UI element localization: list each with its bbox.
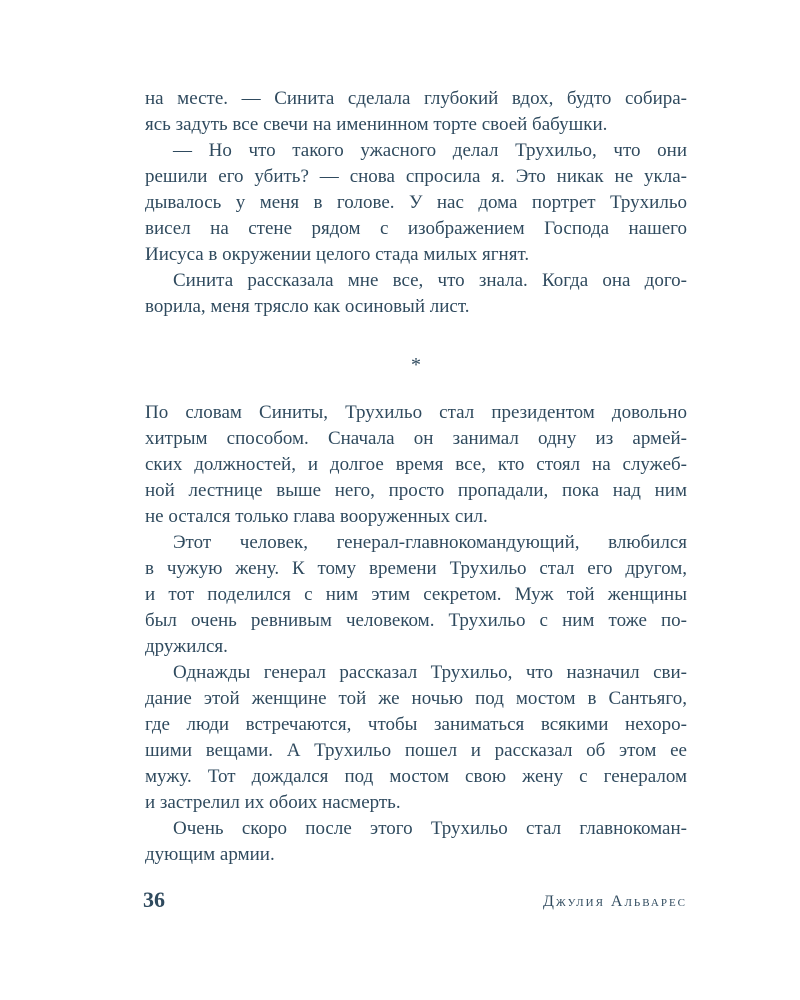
text-line: Иисуса в окружении целого стада милых ягнят. <box>145 244 530 265</box>
paragraph <box>145 816 687 868</box>
text-line: был очень ревнивым человеком. Трухильо с ним тоже по- <box>145 610 687 631</box>
text-line: где люди встречаются, чтобы заниматься всякими нехоро- <box>145 714 687 735</box>
paragraph <box>145 660 687 816</box>
text-block-1 <box>145 86 687 320</box>
paragraph <box>145 138 687 268</box>
page-number: 36 <box>143 887 165 912</box>
text-line: хитрым способом. Сначала он занимал одну из армей- <box>145 428 687 449</box>
text-line: решили его убить? — снова спросила я. Это никак не укла- <box>145 166 687 187</box>
paragraph <box>145 86 687 138</box>
text-line: Однажды генерал рассказал Трухильо, что назначил сви- <box>173 662 687 683</box>
paragraph <box>145 268 687 320</box>
text-line: и тот поделился с ним этим секретом. Муж той женщины <box>145 584 687 605</box>
text-line: дружился. <box>145 636 228 657</box>
text-block-2 <box>145 400 687 868</box>
text-line: дывалось у меня в голове. У нас дома портрет Трухильо <box>145 192 687 213</box>
text-line: мужу. Тот дождался под мостом свою жену с генералом <box>145 766 687 787</box>
section-break-asterisk: * <box>411 354 421 376</box>
running-head-author: Джулия Альварес <box>543 893 687 910</box>
text-line: ских должностей, и долгое время все, кто стоял на служеб- <box>145 454 687 475</box>
text-line: шими вещами. А Трухильо пошел и рассказал об этом ее <box>145 740 687 761</box>
text-line: Очень скоро после этого Трухильо стал главнокоман- <box>173 818 687 839</box>
text-line: и застрелил их обоих насмерть. <box>145 792 401 813</box>
page-body <box>145 86 687 865</box>
text-line: ворила, меня трясло как осиновый лист. <box>145 296 470 317</box>
text-line: ясь задуть все свечи на именинном торте своей бабушки. <box>145 114 608 135</box>
text-line: — Но что такого ужасного делал Трухильо, что они <box>173 140 687 161</box>
text-line: Синита рассказала мне все, что знала. Когда она дого- <box>173 270 687 291</box>
text-line: ной лестнице выше него, просто пропадали, пока над ним <box>145 480 687 501</box>
text-line: дание этой женщине той же ночью под мостом в Сантьяго, <box>145 688 687 709</box>
text-line: По словам Синиты, Трухильо стал президентом довольно <box>145 402 687 423</box>
text-line: на месте. — Синита сделала глубокий вдох, будто собира- <box>145 88 687 109</box>
text-line: Этот человек, генерал-главнокомандующий, влюбился <box>173 532 687 553</box>
paragraph <box>145 530 687 660</box>
text-line: висел на стене рядом с изображением Господа нашего <box>145 218 687 239</box>
text-line: дующим армии. <box>145 844 275 865</box>
paragraph <box>145 400 687 530</box>
text-line: в чужую жену. К тому времени Трухильо стал его другом, <box>145 558 687 579</box>
text-line: не остался только глава вооруженных сил. <box>145 506 488 527</box>
